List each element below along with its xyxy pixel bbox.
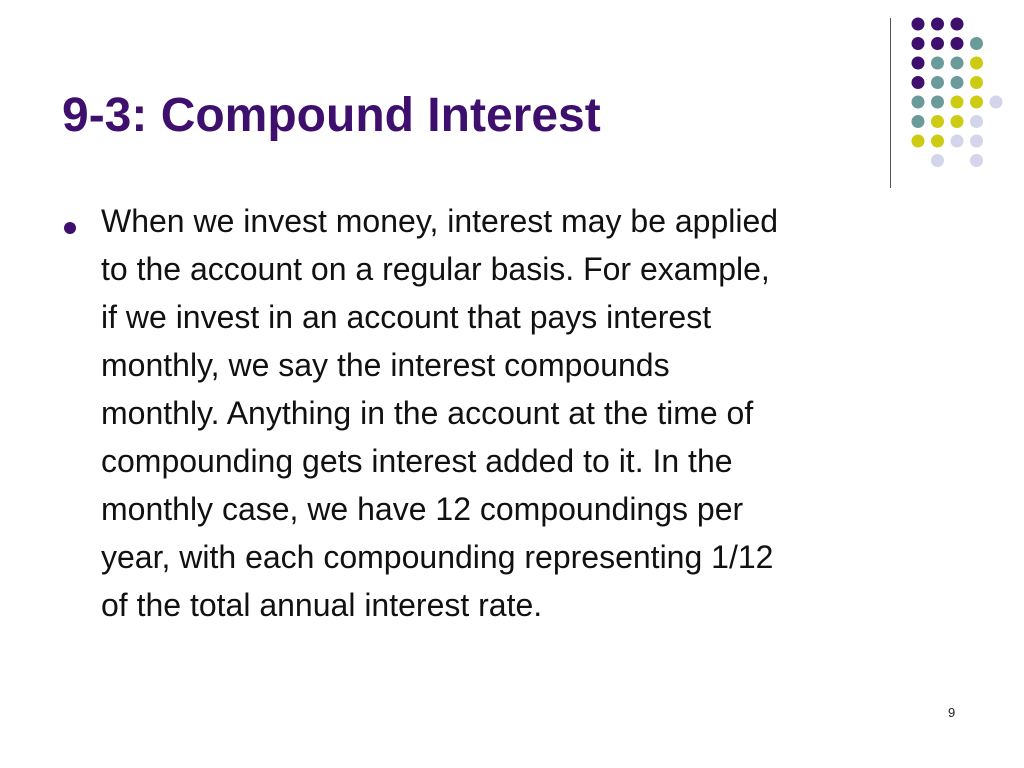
decorative-dot	[951, 57, 964, 70]
decorative-dot	[931, 37, 944, 50]
bullet-item	[60, 197, 960, 629]
bullet-line: compounding gets interest added to it. In the	[101, 443, 733, 479]
decorative-dot	[990, 96, 1003, 109]
decorative-dot	[970, 76, 983, 89]
decorative-dot	[951, 18, 964, 31]
bullet-text	[101, 197, 960, 629]
slide-title: 9-3: Compound Interest	[62, 89, 601, 142]
decorative-dot	[970, 57, 983, 70]
page-number: 9	[948, 705, 956, 720]
decorative-dot	[931, 135, 944, 148]
decorative-dot	[912, 18, 925, 31]
decorative-dot	[912, 57, 925, 70]
bullet-line: monthly case, we have 12 compoundings per	[101, 491, 744, 527]
decorative-dot	[951, 115, 964, 128]
bullet-point-icon	[64, 222, 76, 234]
decorative-dot	[931, 154, 944, 167]
decorative-dot	[970, 154, 983, 167]
decorative-dot	[970, 135, 983, 148]
decorative-dot	[912, 135, 925, 148]
bullet-line: year, with each compounding representing 1/12	[101, 539, 774, 575]
decorative-dot	[970, 96, 983, 109]
bullet-line: When we invest money, interest may be applied	[101, 203, 779, 239]
decorative-dot	[931, 76, 944, 89]
decorative-dot	[970, 37, 983, 50]
decorative-dot	[931, 96, 944, 109]
bullet-line: monthly. Anything in the account at the time of	[101, 395, 754, 431]
bullet-line: monthly, we say the interest compounds	[101, 347, 670, 383]
decorative-dot	[931, 57, 944, 70]
decorative-dot	[912, 115, 925, 128]
decorative-dot	[951, 37, 964, 50]
decorative-dot	[912, 96, 925, 109]
bullet-list	[60, 197, 960, 629]
decorative-dot	[931, 18, 944, 31]
decorative-dot	[912, 76, 925, 89]
bullet-line: to the account on a regular basis. For example,	[101, 251, 770, 287]
bullet-line: if we invest in an account that pays interest	[101, 299, 712, 335]
title-divider-line	[890, 18, 891, 188]
decorative-dot	[951, 96, 964, 109]
decorative-dot	[931, 115, 944, 128]
bullet-line: of the total annual interest rate.	[101, 587, 543, 623]
decorative-dot	[912, 37, 925, 50]
decorative-dot	[970, 115, 983, 128]
decorative-dot	[951, 76, 964, 89]
decorative-dot	[951, 135, 964, 148]
